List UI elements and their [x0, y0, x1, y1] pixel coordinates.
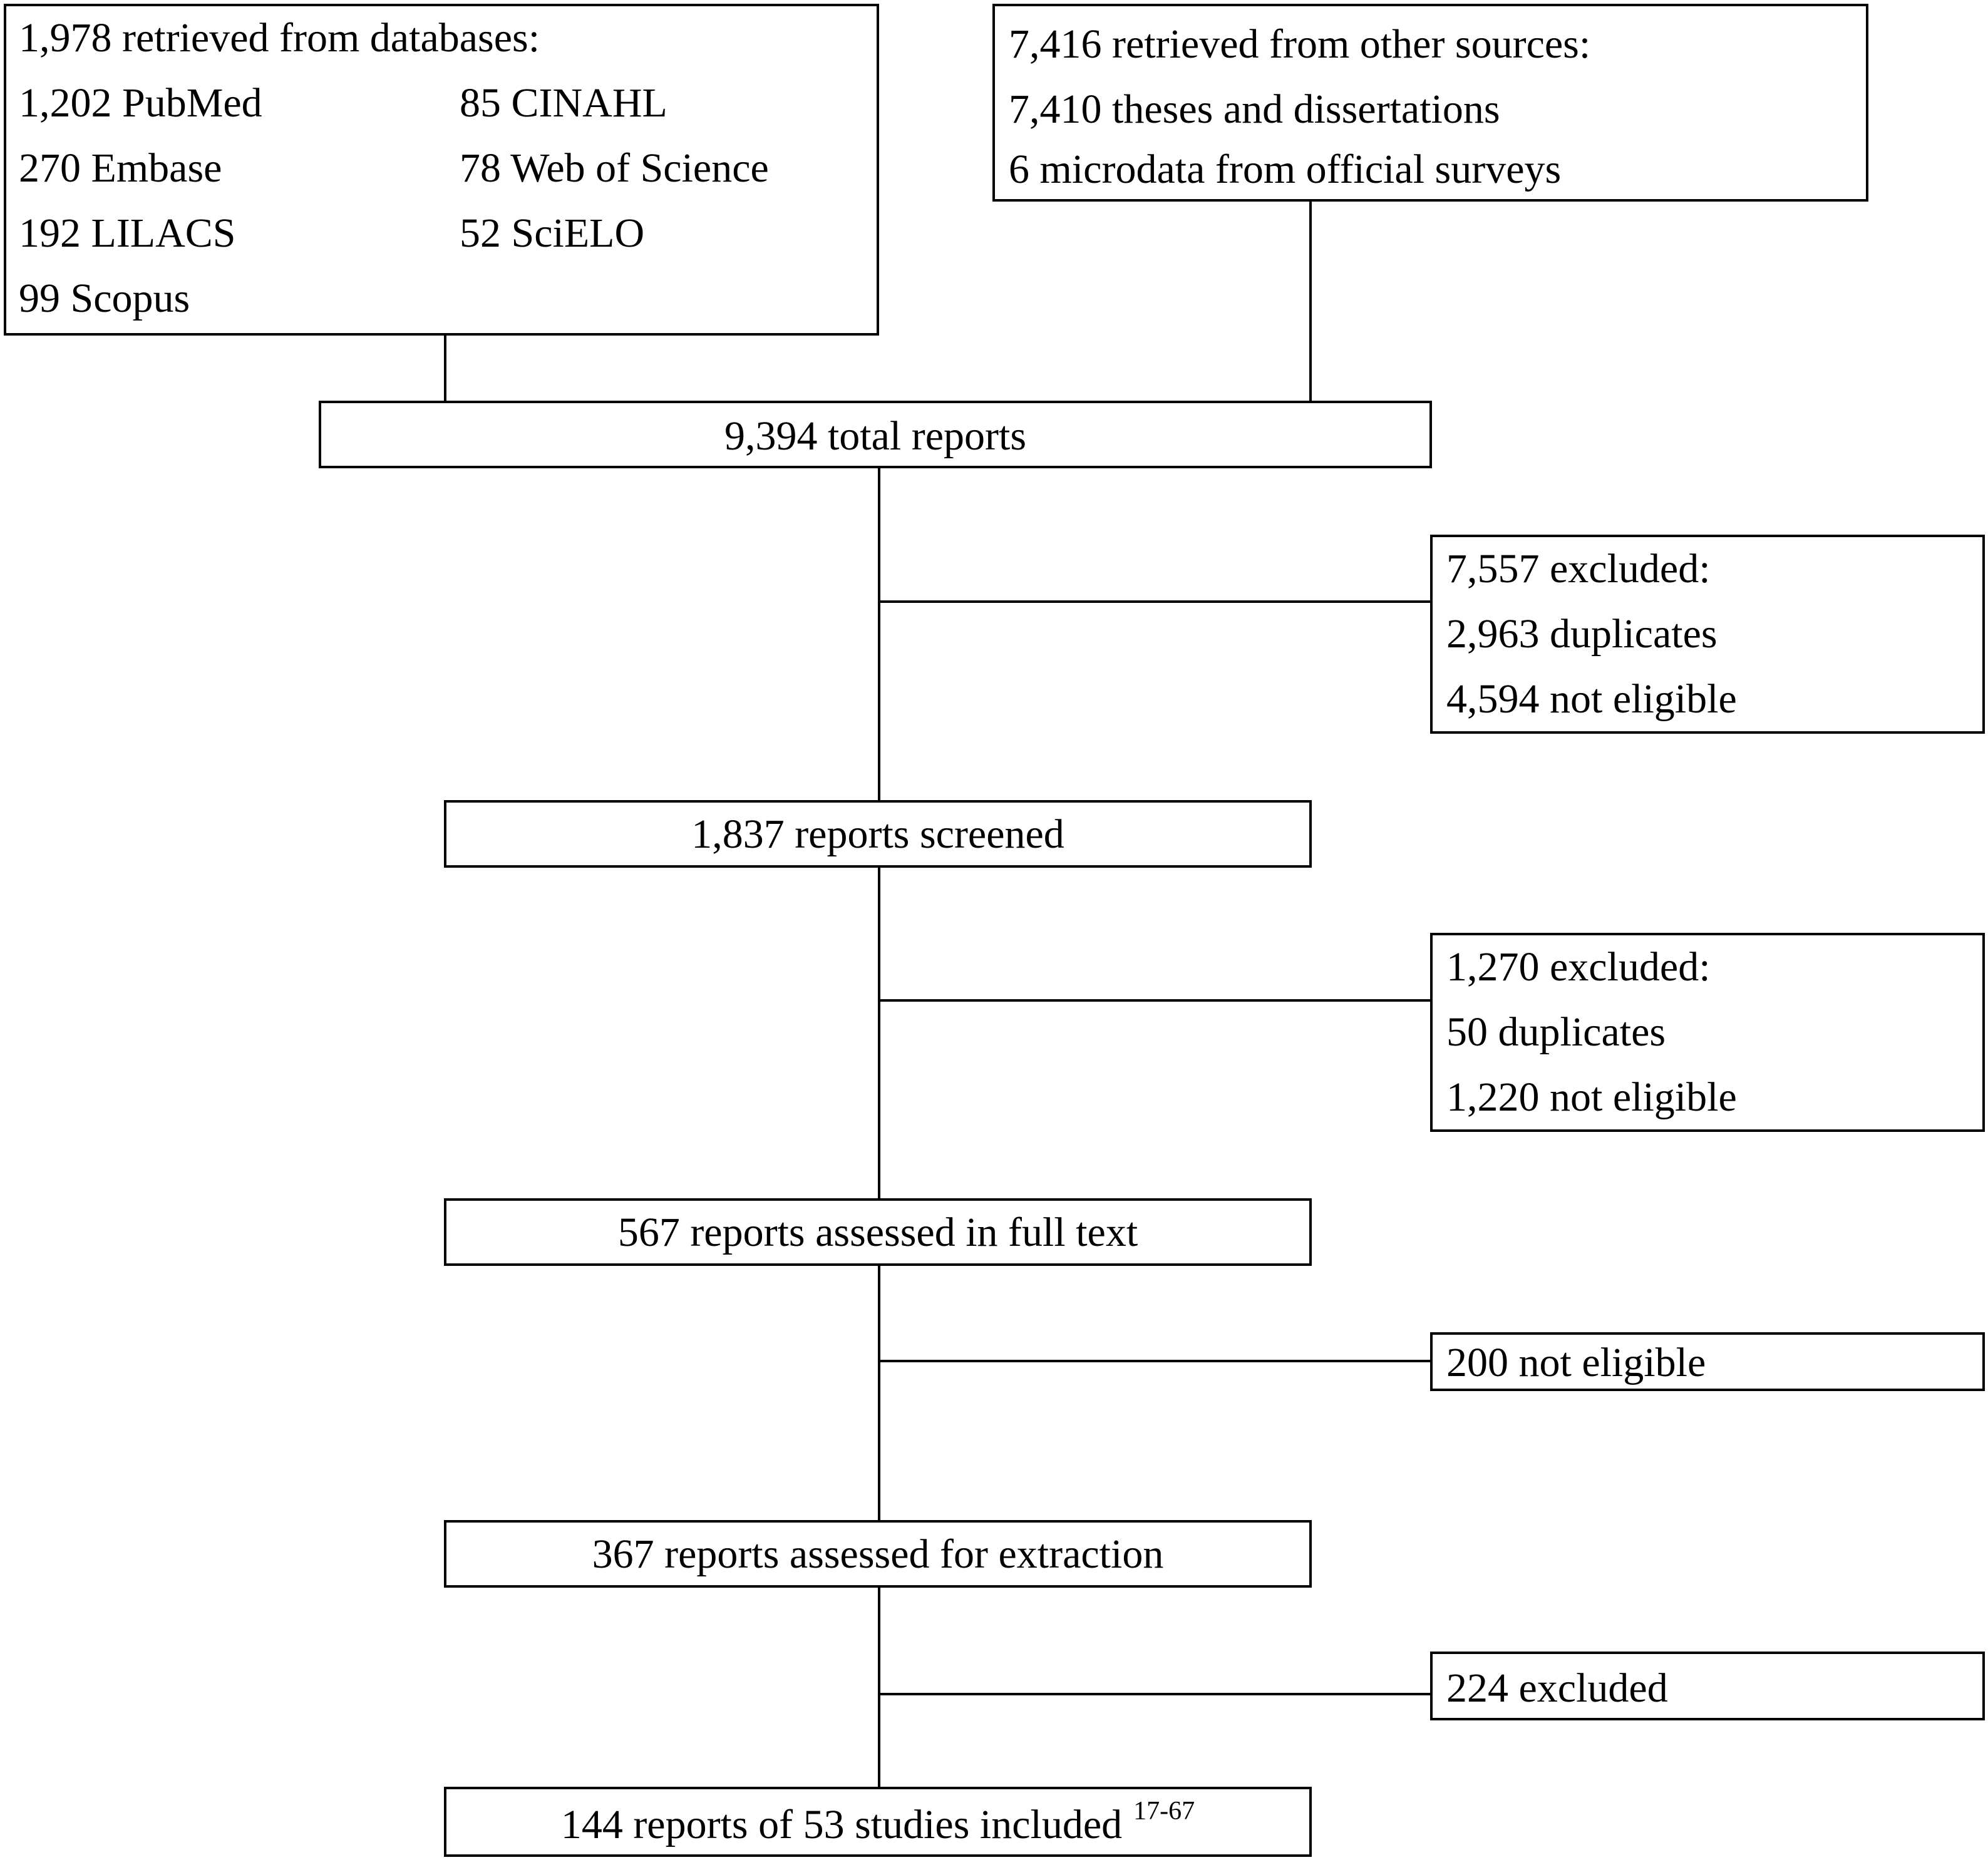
database-entry: 78 Web of Science	[460, 145, 769, 191]
included-citation: 17-67	[1133, 1797, 1195, 1826]
excluded-1-heading: 7,557 excluded:	[1446, 546, 1711, 592]
database-entry: 52 SciELO	[460, 210, 645, 256]
screened-box	[445, 801, 1311, 866]
extraction-label: 367 reports assessed for extraction	[592, 1531, 1164, 1577]
excluded-box-1	[1431, 536, 1984, 732]
databases-box	[5, 5, 878, 334]
excluded-2-entry: 50 duplicates	[1446, 1009, 1666, 1055]
database-entry: 270 Embase	[19, 145, 222, 191]
excluded-box-2	[1431, 934, 1984, 1131]
excluded-2-heading: 1,270 excluded:	[1446, 944, 1711, 990]
included-text: 144 reports of 53 studies included	[560, 1802, 1123, 1847]
excluded-4-label: 224 excluded	[1446, 1665, 1668, 1711]
included-box	[445, 1788, 1311, 1856]
database-entry: 85 CINAHL	[460, 80, 667, 126]
excluded-box-3	[1431, 1333, 1984, 1390]
database-entry: 192 LILACS	[19, 210, 236, 256]
fulltext-label: 567 reports assessed in full text	[617, 1210, 1138, 1255]
excluded-1-entry: 4,594 not eligible	[1446, 676, 1737, 722]
excluded-1-entry: 2,963 duplicates	[1446, 611, 1718, 657]
included-label	[561, 1797, 1195, 1847]
other-source-entry: 7,410 theses and dissertations	[1009, 86, 1500, 132]
total-reports-box	[320, 402, 1431, 467]
other-sources-box	[994, 5, 1867, 200]
database-entry: 1,202 PubMed	[19, 80, 262, 126]
screened-label: 1,837 reports screened	[691, 811, 1064, 857]
total-reports-label: 9,394 total reports	[724, 413, 1027, 459]
other-sources-heading: 7,416 retrieved from other sources:	[1009, 21, 1591, 67]
other-source-entry: 6 microdata from official surveys	[1009, 146, 1562, 192]
excluded-2-entry: 1,220 not eligible	[1446, 1074, 1737, 1120]
extraction-box	[445, 1521, 1311, 1586]
fulltext-box	[445, 1200, 1311, 1265]
excluded-box-4	[1431, 1653, 1984, 1719]
database-entry: 99 Scopus	[19, 275, 190, 321]
excluded-3-label: 200 not eligible	[1446, 1340, 1706, 1385]
databases-heading: 1,978 retrieved from databases:	[19, 15, 540, 61]
